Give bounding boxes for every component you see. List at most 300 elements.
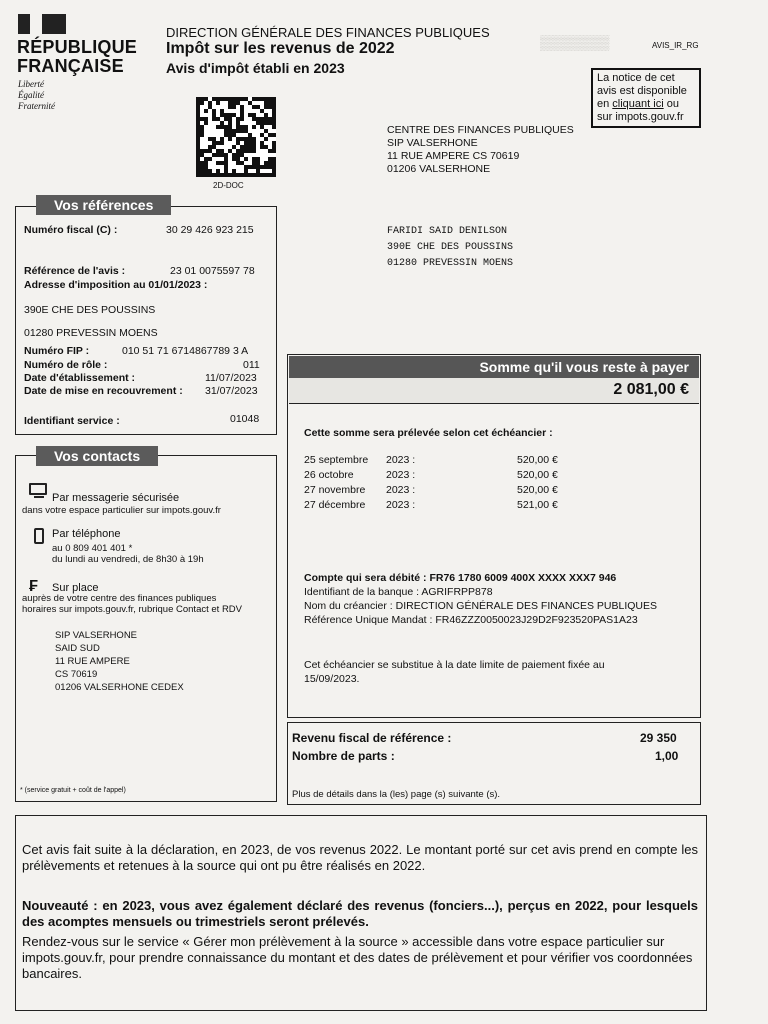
qr-cell xyxy=(208,145,212,149)
fip-label: Numéro FIP : xyxy=(24,345,90,357)
qr-cell xyxy=(272,113,276,117)
qr-cell xyxy=(212,109,216,113)
qr-cell xyxy=(240,97,244,101)
schedule-amount: 520,00 € xyxy=(517,484,558,496)
notice-link[interactable]: cliquant ici xyxy=(612,98,664,110)
tax-centre-address: CENTRE DES FINANCES PUBLIQUES SIP VALSERHONE 11 RUE AMPERE CS 70619 01206 VALSERHONE xyxy=(387,124,574,175)
qr-cell xyxy=(196,113,200,117)
qr-cell xyxy=(272,149,276,153)
tax-address-label: Adresse d'imposition au 01/01/2023 : xyxy=(24,279,208,291)
qr-cell xyxy=(260,117,264,121)
qr-cell xyxy=(228,125,232,129)
qr-cell xyxy=(196,109,200,113)
qr-cell xyxy=(260,97,264,101)
qr-cell xyxy=(244,173,248,177)
qr-cell xyxy=(200,161,204,165)
secure-messaging-text: dans votre espace particulier sur impots.gouv.fr xyxy=(22,505,221,516)
motto: Liberté Égalité Fraternité xyxy=(18,79,55,111)
qr-cell xyxy=(208,105,212,109)
qr-cell xyxy=(240,117,244,121)
fiscal-number-label: Numéro fiscal (C) : xyxy=(24,224,118,236)
qr-cell xyxy=(204,117,208,121)
qr-cell xyxy=(196,121,200,125)
qr-cell xyxy=(216,141,220,145)
qr-cell xyxy=(236,141,240,145)
notice-line: sur impots.gouv.fr xyxy=(597,111,684,123)
qr-cell xyxy=(228,113,232,117)
qr-cell xyxy=(236,161,240,165)
qr-cell xyxy=(224,165,228,169)
qr-cell xyxy=(260,121,264,125)
qr-cell xyxy=(200,165,204,169)
qr-cell xyxy=(264,105,268,109)
qr-cell xyxy=(252,137,256,141)
qr-cell xyxy=(216,173,220,177)
qr-cell xyxy=(196,117,200,121)
qr-cell xyxy=(212,153,216,157)
schedule-substitute-note: Cet échéancier se substitue à la date limite de paiement fixée au xyxy=(304,659,605,671)
qr-cell xyxy=(272,145,276,149)
qr-cell xyxy=(272,105,276,109)
qr-cell xyxy=(252,125,256,129)
qr-cell xyxy=(204,97,208,101)
qr-cell xyxy=(260,109,264,113)
qr-cell xyxy=(256,121,260,125)
references-box xyxy=(15,206,277,435)
collection-date: 31/07/2023 xyxy=(205,385,258,397)
qr-cell xyxy=(268,173,272,177)
qr-cell xyxy=(224,133,228,137)
qr-cell xyxy=(244,125,248,129)
sip-address: SIP VALSERHONE SAID SUD 11 RUE AMPERE CS 70619 01206 VALSERHONE CEDEX xyxy=(55,630,184,693)
qr-cell xyxy=(244,129,248,133)
flag-logo xyxy=(18,14,66,34)
qr-cell xyxy=(228,129,232,133)
qr-cell xyxy=(252,113,256,117)
qr-cell xyxy=(272,101,276,105)
qr-cell xyxy=(236,97,240,101)
document-ref-code: AVIS_IR_RG xyxy=(652,41,699,50)
qr-cell xyxy=(228,173,232,177)
computer-icon-stand xyxy=(34,496,44,498)
qr-cell xyxy=(200,97,204,101)
notice-ref: 23 01 0075597 78 xyxy=(170,265,255,277)
qr-cell xyxy=(212,97,216,101)
qr-cell xyxy=(236,125,240,129)
schedule-year: 2023 : xyxy=(386,469,416,481)
qr-cell xyxy=(212,113,216,117)
qr-cell xyxy=(232,133,236,137)
qr-cell xyxy=(264,145,268,149)
qr-cell xyxy=(244,97,248,101)
qr-cell xyxy=(240,161,244,165)
qr-cell xyxy=(236,157,240,161)
notice-line: La notice de cet xyxy=(597,72,675,84)
qr-cell xyxy=(220,149,224,153)
qr-cell xyxy=(220,137,224,141)
qr-cell xyxy=(248,145,252,149)
qr-cell xyxy=(268,105,272,109)
qr-cell xyxy=(264,129,268,133)
page-subtitle: Avis d'impôt établi en 2023 xyxy=(166,60,345,76)
building-icon: ₣ xyxy=(29,578,38,595)
qr-cell xyxy=(240,113,244,117)
qr-cell xyxy=(224,169,228,173)
qr-cell xyxy=(224,153,228,157)
republique-francaise-logo-text: RÉPUBLIQUE FRANÇAISE xyxy=(17,37,138,76)
parts-label: Nombre de parts : xyxy=(292,749,395,763)
qr-cell xyxy=(224,161,228,165)
qr-cell xyxy=(252,97,256,101)
qr-cell xyxy=(248,137,252,141)
qr-cell xyxy=(196,169,200,173)
qr-cell xyxy=(232,157,236,161)
phone-icon xyxy=(34,528,44,544)
qr-cell xyxy=(248,113,252,117)
qr-cell xyxy=(224,117,228,121)
rfr-label: Revenu fiscal de référence : xyxy=(292,731,452,745)
qr-cell xyxy=(236,101,240,105)
qr-cell xyxy=(232,113,236,117)
qr-cell xyxy=(240,173,244,177)
schedule-amount: 520,00 € xyxy=(517,469,558,481)
qr-cell xyxy=(244,169,248,173)
qr-cell xyxy=(196,137,200,141)
qr-cell xyxy=(268,149,272,153)
qr-cell xyxy=(240,129,244,133)
info-news-paragraph: Nouveauté : en 2023, vous avez également déclaré des revenus (fonciers...), perçus en 2022, pour lesquels des acomptes mensuels ou trimestriels seront prélevés. xyxy=(22,898,698,929)
qr-cell xyxy=(220,153,224,157)
qr-cell xyxy=(264,121,268,125)
qr-cell xyxy=(200,129,204,133)
qr-cell xyxy=(248,165,252,169)
qr-cell xyxy=(240,125,244,129)
qr-cell xyxy=(200,149,204,153)
qr-cell xyxy=(272,173,276,177)
qr-cell xyxy=(228,133,232,137)
qr-cell xyxy=(220,113,224,117)
qr-cell xyxy=(196,153,200,157)
phone-number[interactable]: au 0 809 401 401 * xyxy=(52,543,133,554)
qr-cell xyxy=(208,101,212,105)
computer-icon xyxy=(29,483,47,495)
schedule-date: 27 novembre xyxy=(304,484,366,496)
schedule-year: 2023 : xyxy=(386,484,416,496)
qr-cell xyxy=(256,117,260,121)
qr-cell xyxy=(244,137,248,141)
qr-cell xyxy=(220,141,224,145)
qr-cell xyxy=(224,157,228,161)
phone-title: Par téléphone xyxy=(52,528,121,540)
qr-cell xyxy=(196,145,200,149)
schedule-date: 25 septembre xyxy=(304,454,369,466)
qr-cell xyxy=(196,133,200,137)
qr-cell xyxy=(240,137,244,141)
qr-cell xyxy=(204,169,208,173)
in-person-title: Sur place xyxy=(52,582,99,594)
qr-cell xyxy=(216,149,220,153)
qr-cell xyxy=(256,173,260,177)
qr-cell xyxy=(200,133,204,137)
qr-cell xyxy=(256,169,260,173)
qr-cell xyxy=(256,105,260,109)
tax-address-line: 01280 PREVESSIN MOENS xyxy=(24,327,158,339)
qr-cell xyxy=(200,117,204,121)
qr-cell xyxy=(272,133,276,137)
qr-cell xyxy=(200,153,204,157)
qr-cell xyxy=(252,141,256,145)
creditor-name: Nom du créancier : DIRECTION GÉNÉRALE DES FINANCES PUBLIQUES xyxy=(304,600,658,612)
qr-cell xyxy=(240,105,244,109)
schedule-amount: 520,00 € xyxy=(517,454,558,466)
qr-cell xyxy=(236,117,240,121)
qr-cell xyxy=(204,165,208,169)
qr-cell xyxy=(236,137,240,141)
qr-cell xyxy=(256,97,260,101)
qr-cell xyxy=(196,129,200,133)
qr-cell xyxy=(264,101,268,105)
qr-cell xyxy=(208,173,212,177)
qr-cell xyxy=(228,97,232,101)
qr-cell xyxy=(248,101,252,105)
qr-cell xyxy=(220,125,224,129)
notice-ref-label: Référence de l'avis : xyxy=(24,265,126,277)
qr-cell xyxy=(228,121,232,125)
qr-cell xyxy=(204,157,208,161)
qr-cell xyxy=(272,117,276,121)
qr-cell xyxy=(196,149,200,153)
qr-cell xyxy=(232,145,236,149)
qr-cell xyxy=(252,157,256,161)
qr-cell xyxy=(216,169,220,173)
references-tab: Vos références xyxy=(36,195,171,215)
collection-date-label: Date de mise en recouvrement : xyxy=(24,385,183,397)
info-paragraph: Cet avis fait suite à la déclaration, en 2023, de vos revenus 2022. Le montant porté sur cet avis prend en compte les prélèvements et retenues à la source qui ont pu être réalisés en 2022. xyxy=(22,842,698,873)
issue-date-label: Date d'établissement : xyxy=(24,372,136,384)
mandate-ref: Référence Unique Mandat : FR46ZZZ0050023J29D2F923520PAS1A23 xyxy=(304,614,638,626)
amount-due-header: Somme qu'il vous reste à payer xyxy=(289,356,699,378)
qr-cell xyxy=(244,149,248,153)
qr-cell xyxy=(232,129,236,133)
qr-cell xyxy=(232,101,236,105)
qr-cell xyxy=(236,121,240,125)
qr-cell xyxy=(196,161,200,165)
qr-cell xyxy=(224,129,228,133)
qr-cell xyxy=(196,141,200,145)
qr-cell xyxy=(264,165,268,169)
qr-cell xyxy=(200,169,204,173)
qr-cell xyxy=(228,117,232,121)
datamatrix-code-icon xyxy=(195,97,277,177)
qr-cell xyxy=(268,121,272,125)
qr-cell xyxy=(212,117,216,121)
qr-cell xyxy=(232,97,236,101)
details-note: Plus de détails dans la (les) page (s) suivante (s). xyxy=(292,789,501,800)
qr-cell xyxy=(196,157,200,161)
qr-cell xyxy=(272,109,276,113)
qr-cell xyxy=(264,161,268,165)
notice-line: avis est disponible xyxy=(597,85,687,97)
qr-cell xyxy=(204,109,208,113)
qr-cell xyxy=(220,97,224,101)
qr-cell xyxy=(264,173,268,177)
qr-cell xyxy=(224,113,228,117)
qr-cell xyxy=(272,97,276,101)
schedule-date: 26 octobre xyxy=(304,469,354,481)
qr-cell xyxy=(208,137,212,141)
qr-cell xyxy=(248,149,252,153)
schedule-year: 2023 : xyxy=(386,454,416,466)
qr-cell xyxy=(260,125,264,129)
parts-value: 1,00 xyxy=(655,749,679,763)
qr-cell xyxy=(252,149,256,153)
qr-cell xyxy=(268,133,272,137)
qr-cell xyxy=(212,137,216,141)
debit-account: Compte qui sera débité : FR76 1780 6009 400X XXXX XXX7 946 xyxy=(304,572,617,584)
schedule-year: 2023 : xyxy=(386,499,416,511)
qr-cell xyxy=(268,157,272,161)
qr-cell xyxy=(264,137,268,141)
qr-cell xyxy=(268,161,272,165)
qr-cell xyxy=(232,173,236,177)
qr-cell xyxy=(272,165,276,169)
qr-cell xyxy=(224,125,228,129)
qr-cell xyxy=(240,145,244,149)
qr-cell xyxy=(264,113,268,117)
qr-cell xyxy=(220,109,224,113)
notice-line: en cliquant ici ou xyxy=(597,98,679,110)
qr-cell xyxy=(272,161,276,165)
qr-cell xyxy=(220,121,224,125)
qr-cell xyxy=(244,165,248,169)
call-footnote: * (service gratuit + coût de l'appel) xyxy=(20,787,126,794)
qr-cell xyxy=(232,169,236,173)
qr-cell xyxy=(232,153,236,157)
schedule-intro: Cette somme sera prélevée selon cet échéancier : xyxy=(304,427,553,439)
notice-box xyxy=(591,68,701,128)
fip-number: 010 51 71 6714867789 3 A xyxy=(122,345,249,357)
recipient-address: FARIDI SAID DENILSON 390E CHE DES POUSSINS 01280 PREVESSIN MOENS xyxy=(387,226,514,269)
qr-cell xyxy=(256,157,260,161)
qr-cell xyxy=(244,145,248,149)
qr-cell xyxy=(228,105,232,109)
qr-cell xyxy=(252,165,256,169)
qr-cell xyxy=(272,125,276,129)
rfr-value: 29 350 xyxy=(640,731,677,745)
qr-cell xyxy=(244,141,248,145)
qr-cell xyxy=(260,173,264,177)
in-person-text: auprès de votre centre des finances publiques xyxy=(22,593,217,604)
role-number: 011 xyxy=(243,359,260,371)
service-id: 01048 xyxy=(230,413,260,425)
qr-cell xyxy=(260,133,264,137)
qr-cell xyxy=(236,153,240,157)
qr-cell xyxy=(248,141,252,145)
qr-cell xyxy=(264,97,268,101)
qr-cell xyxy=(244,157,248,161)
qr-cell xyxy=(224,97,228,101)
bank-id: Identifiant de la banque : AGRIFRPP878 xyxy=(304,586,493,598)
qr-cell xyxy=(196,125,200,129)
qr-cell xyxy=(252,173,256,177)
issue-date: 11/07/2023 xyxy=(205,372,257,384)
qr-cell xyxy=(228,137,232,141)
qr-cell xyxy=(220,161,224,165)
qr-cell xyxy=(200,173,204,177)
role-label: Numéro de rôle : xyxy=(24,359,108,371)
qr-cell xyxy=(248,173,252,177)
qr-cell xyxy=(208,169,212,173)
qr-cell xyxy=(240,109,244,113)
qr-cell xyxy=(216,161,220,165)
qr-cell xyxy=(240,153,244,157)
qr-cell xyxy=(248,133,252,137)
dgfip-heading: DIRECTION GÉNÉRALE DES FINANCES PUBLIQUES xyxy=(166,25,490,40)
qr-cell xyxy=(252,105,256,109)
qr-cell xyxy=(252,161,256,165)
qr-cell xyxy=(200,101,204,105)
schedule-substitute-date: 15/09/2023. xyxy=(304,673,360,685)
qr-cell xyxy=(240,149,244,153)
qr-cell xyxy=(256,165,260,169)
showthrough-decoration: ▒▒▒▒▒▒▒ xyxy=(540,34,610,50)
qr-cell xyxy=(196,173,200,177)
qr-cell xyxy=(204,173,208,177)
qr-cell xyxy=(268,101,272,105)
qr-cell xyxy=(216,97,220,101)
qr-cell xyxy=(268,117,272,121)
schedule-date: 27 décembre xyxy=(304,499,366,511)
qr-cell xyxy=(196,105,200,109)
flag-logo-white-band xyxy=(30,14,42,34)
qr-cell xyxy=(216,117,220,121)
page-title: Impôt sur les revenus de 2022 xyxy=(166,40,395,57)
contacts-tab: Vos contacts xyxy=(36,446,158,466)
amount-due: 2 081,00 € xyxy=(289,378,699,404)
qr-cell xyxy=(260,145,264,149)
qr-cell xyxy=(236,173,240,177)
qr-cell xyxy=(196,165,200,169)
qr-cell xyxy=(208,149,212,153)
tax-address-line: 390E CHE DES POUSSINS xyxy=(24,304,156,316)
qr-cell xyxy=(216,125,220,129)
qr-cell xyxy=(272,157,276,161)
info-service-paragraph: Rendez-vous sur le service « Gérer mon prélèvement à la source » accessible dans votre espace particulier sur impots.gouv.fr, pour prendre connaissance du montant et des dates de prélèvement et pour vérifier vos coordonnées bancaires. xyxy=(22,934,693,981)
qr-cell xyxy=(220,173,224,177)
qr-cell xyxy=(268,165,272,169)
qr-cell xyxy=(212,145,216,149)
qr-cell xyxy=(204,161,208,165)
service-id-label: Identifiant service : xyxy=(24,415,120,427)
fiscal-number: 30 29 426 923 215 xyxy=(166,224,254,236)
in-person-hours: horaires sur impots.gouv.fr, rubrique Contact et RDV xyxy=(22,604,243,615)
qr-label: 2D-DOC xyxy=(213,181,244,190)
secure-messaging-title: Par messagerie sécurisée xyxy=(52,492,180,504)
qr-cell xyxy=(200,125,204,129)
qr-cell xyxy=(208,157,212,161)
qr-cell xyxy=(252,117,256,121)
qr-cell xyxy=(196,101,200,105)
qr-cell xyxy=(268,97,272,101)
schedule-amount: 521,00 € xyxy=(517,499,558,511)
qr-cell xyxy=(212,141,216,145)
phone-hours: du lundi au vendredi, de 8h30 à 19h xyxy=(52,554,204,565)
qr-cell xyxy=(216,153,220,157)
qr-cell xyxy=(212,173,216,177)
qr-cell xyxy=(204,121,208,125)
qr-cell xyxy=(252,145,256,149)
qr-cell xyxy=(224,173,228,177)
